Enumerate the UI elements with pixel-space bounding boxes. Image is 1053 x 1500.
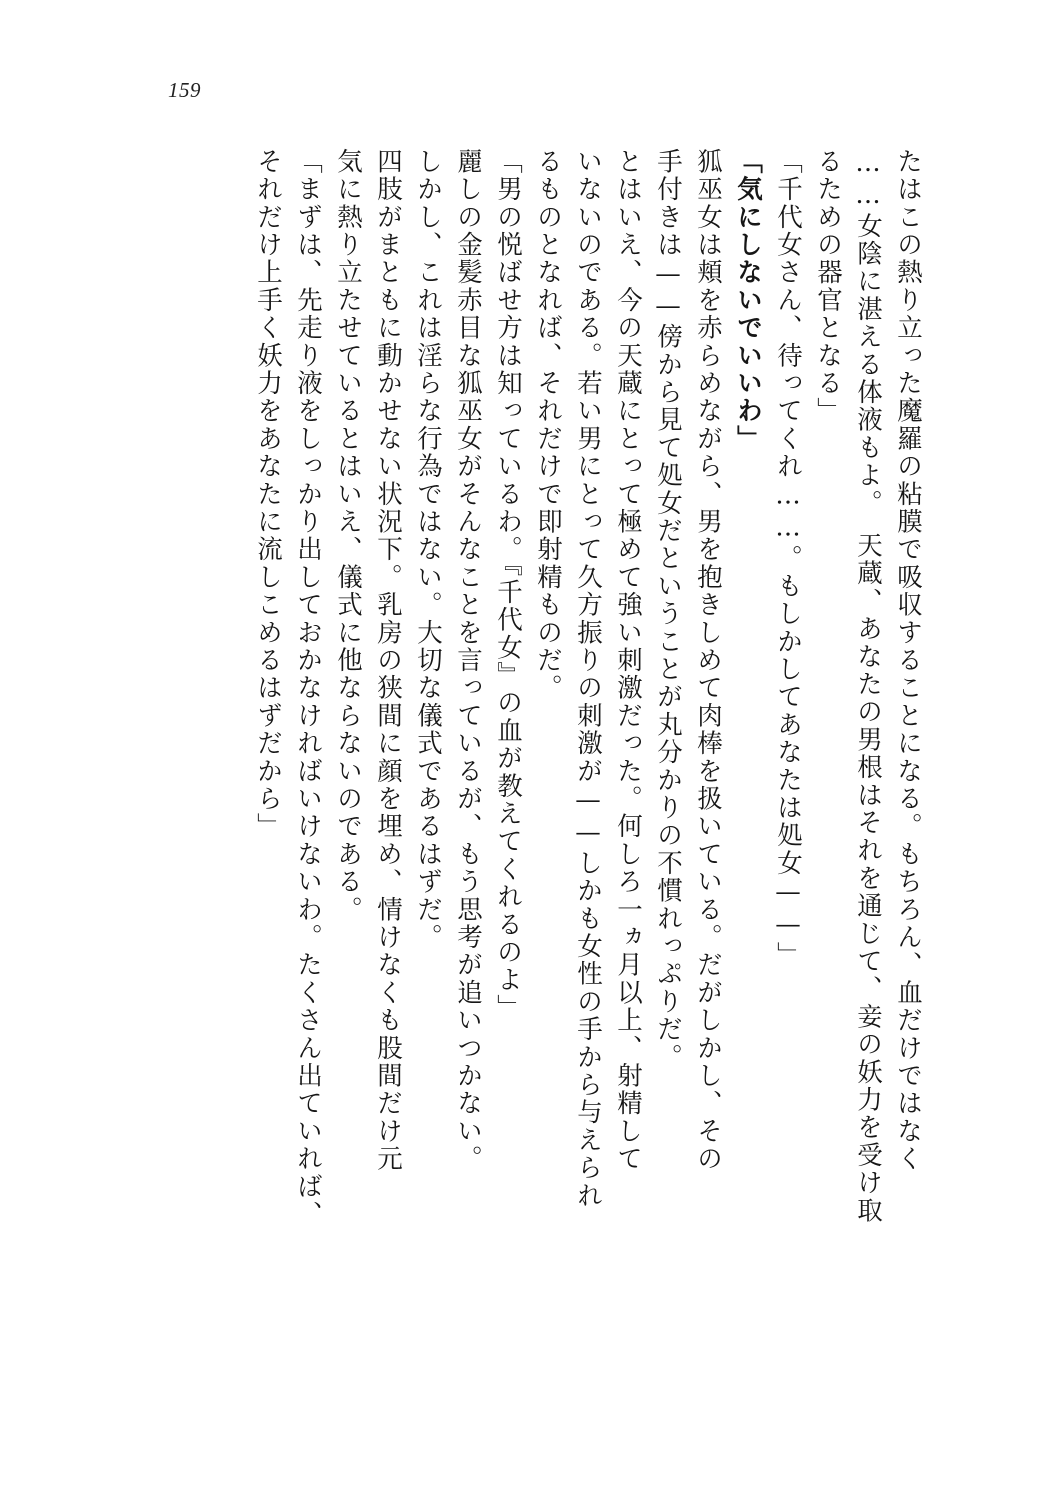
text-column: るための器官となる」	[813, 148, 843, 425]
text-column: 手付きは——傍から見て処女だということが丸分かりの不慣れっぷりだ。	[653, 148, 683, 1072]
text-column: 狐巫女は頬を赤らめながら、男を抱きしめて肉棒を扱いている。だがしかし、その	[693, 148, 723, 1173]
text-column: たはこの熱り立った魔羅の粘膜で吸収することになる。もちろん、血だけではなく	[893, 148, 923, 1173]
text-column: 気に熱り立たせているとはいえ、儀式に他ならないのである。	[333, 148, 363, 924]
page-number: 159	[168, 78, 201, 102]
text-column: しかし、これは淫らな行為ではない。大切な儀式であるはずだ。	[413, 148, 443, 952]
text-column: いないのである。若い男にとって久方振りの刺激が——しかも女性の手から与えられ	[573, 148, 603, 1210]
text-column: とはいえ、今の天蔵にとって極めて強い刺激だった。何しろ一ヵ月以上、射精して	[613, 148, 643, 1173]
text-column: それだけ上手く妖力をあなたに流しこめるはずだから」	[253, 148, 283, 841]
text-column: 「まずは、先走り液をしっかり出しておかなければいけないわ。たくさん出ていれば、	[293, 148, 323, 1229]
vertical-text-block	[120, 148, 923, 1388]
text-column: 四肢がまともに動かせない状況下。乳房の狭間に顔を埋め、情けなくも股間だけ元	[373, 148, 403, 1173]
text-column: 麗しの金髪赤目な狐巫女がそんなことを言っているが、もう思考が追いつかない。	[453, 148, 483, 1173]
text-column: るものとなれば、それだけで即射精ものだ。	[533, 148, 563, 702]
text-column: 「千代女さん、待ってくれ……。もしかしてあなたは処女——」	[773, 148, 803, 970]
text-column: ……女陰に湛える体液もよ。 天蔵、あなたの男根はそれを通じて、妾の妖力を受け取	[853, 148, 883, 1225]
text-column: 「気にしないでいいわ」	[733, 148, 763, 453]
text-column: 「男の悦ばせ方は知っているわ。『千代女』の血が教えてくれるのよ」	[493, 148, 523, 1022]
